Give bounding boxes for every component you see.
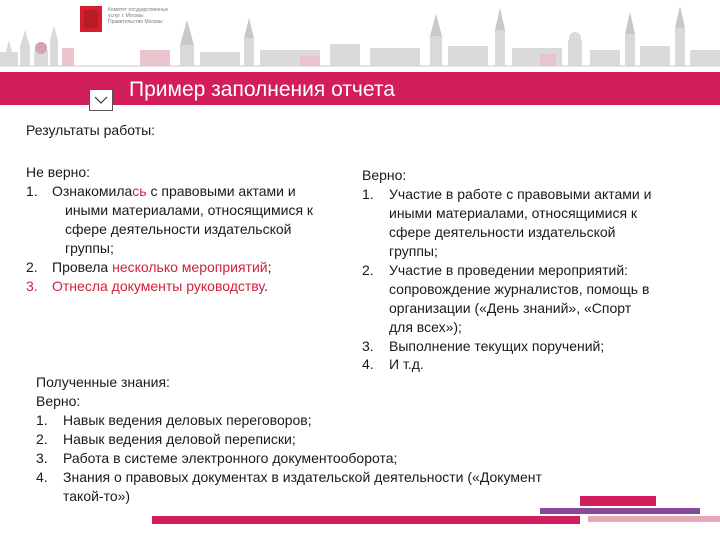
slide-title: Пример заполнения отчета	[129, 78, 395, 101]
wrong-item-2	[52, 258, 272, 277]
wrong-item-3-highlight: Отнесла документы руководству	[52, 278, 265, 294]
section-heading-results: Результаты работы:	[26, 122, 156, 138]
right-item-4: И т.д.	[389, 356, 424, 372]
wrong-item-1-line: иными материалами, относящимися к	[65, 202, 314, 218]
right-item-2-line: Участие в проведении мероприятий:	[389, 262, 629, 278]
wrong-item-1-line: сфере деятельности издательской	[65, 221, 292, 237]
right-item-1-line: иными материалами, относящимися к	[389, 205, 638, 221]
right-item-2-line: сопровождение журналистов, помощь в	[389, 281, 650, 297]
chevron-down-icon	[93, 93, 109, 107]
moscow-coat-of-arms-logo	[80, 6, 102, 32]
wrong-item-number: 3.	[26, 278, 38, 294]
knowledge-heading: Полученные знания:	[36, 374, 170, 390]
footer-bar-purple	[540, 508, 700, 514]
right-item-2-line: организации («День знаний», «Спорт	[389, 300, 632, 316]
knowledge-item-number: 1.	[36, 412, 48, 428]
wrong-item-2-highlight: несколько мероприятий	[112, 259, 268, 275]
logo-caption-line: услуг г. Москвы	[108, 13, 144, 19]
right-item-1-line: Участие в работе с правовыми актами и	[389, 186, 652, 202]
footer-bar-accent	[580, 496, 656, 506]
wrong-item-2-part: Провела	[52, 259, 113, 275]
collapse-toggle-button[interactable]	[89, 89, 113, 111]
knowledge-item-number: 4.	[36, 469, 48, 485]
right-item-2-line: для всех»);	[389, 319, 462, 335]
knowledge-subheading: Верно:	[36, 393, 81, 409]
right-item-number: 4.	[362, 356, 374, 372]
knowledge-item: Навык ведения деловой переписки;	[63, 431, 296, 447]
right-item-3: Выполнение текущих поручений;	[389, 338, 605, 354]
logo-caption	[108, 7, 203, 25]
knowledge-item-number: 2.	[36, 431, 48, 447]
wrong-item-3	[52, 277, 268, 296]
logo-caption-line: Правительство Москвы	[108, 19, 163, 25]
knowledge-item-continuation: такой-то»)	[63, 488, 131, 504]
right-item-1-line: группы;	[389, 243, 438, 259]
wrong-item-1-highlight: сь	[132, 183, 147, 199]
wrong-item-number: 1.	[26, 183, 38, 199]
footer-bar-light	[588, 516, 720, 522]
wrong-item-1-part: с правовыми актами и	[146, 183, 296, 199]
right-item-number: 3.	[362, 338, 374, 354]
header-banner	[0, 0, 720, 72]
wrong-item-number: 2.	[26, 259, 38, 275]
knowledge-item: Навык ведения деловых переговоров;	[63, 412, 312, 428]
wrong-heading: Не верно:	[26, 164, 91, 180]
right-item-number: 1.	[362, 186, 374, 202]
wrong-item-1	[52, 182, 296, 201]
right-item-number: 2.	[362, 262, 374, 278]
logo-caption-line: Комитет государственных	[108, 7, 169, 13]
knowledge-item: Работа в системе электронного документооборота;	[63, 450, 398, 466]
knowledge-item-number: 3.	[36, 450, 48, 466]
wrong-item-2-part: ;	[267, 259, 272, 275]
right-item-1-line: сфере деятельности издательской	[389, 224, 616, 240]
footer-bar-pink	[152, 516, 580, 524]
wrong-item-3-part: .	[264, 278, 268, 294]
wrong-item-1-line: группы;	[65, 240, 114, 256]
right-heading: Верно:	[362, 167, 407, 183]
wrong-item-1-part: Ознакомила	[52, 183, 133, 199]
knowledge-item: Знания о правовых документах в издательской деятельности («Документ	[63, 469, 542, 485]
